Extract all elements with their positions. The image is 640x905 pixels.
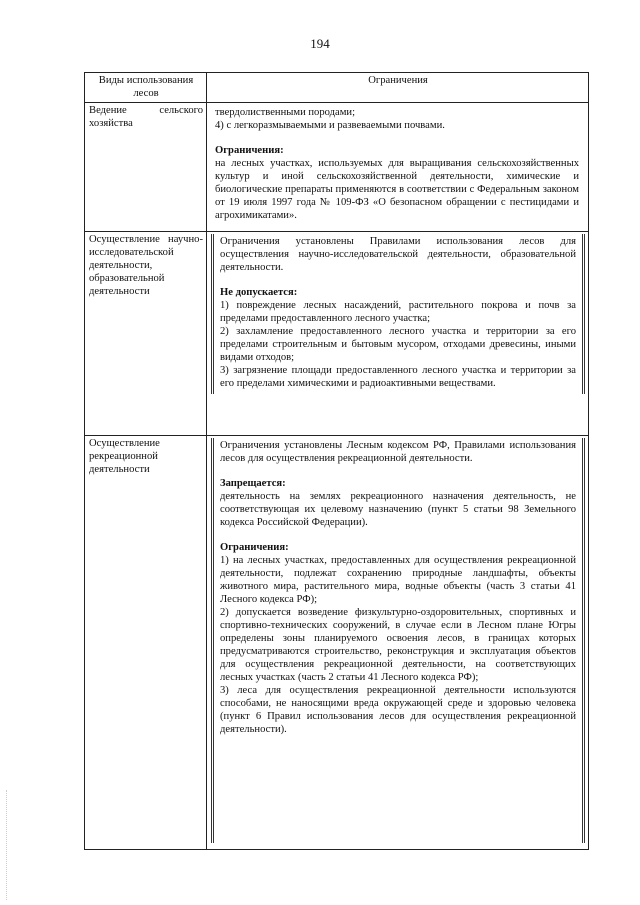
list-item: 3) загрязнение площади предоставленного лесного участка и территории за его пределами химическими и радиоактивными веществами.: [220, 365, 576, 389]
row-kind-label: Ведение сельского хозяйства: [89, 105, 203, 129]
section-title: Ограничения:: [220, 542, 289, 553]
section-title: Запрещается:: [220, 478, 286, 489]
header-forest-use-types: Виды использования лесов: [85, 73, 207, 103]
header-restrictions: Ограничения: [207, 73, 589, 103]
intro-text: Ограничения установлены Правилами использования лесов для осуществления научно-исследовательской деятельности, образовательной деятельности.: [220, 236, 576, 273]
table-row: [85, 436, 589, 850]
row-restrictions-cell: [207, 232, 589, 436]
row-kind-agriculture: [85, 103, 207, 232]
restrictions-table: [84, 72, 589, 850]
row-kind-research: [85, 232, 207, 436]
row-kind-label: Осуществление научно-исследовательской деятельности, образовательной деятельности: [89, 234, 203, 297]
section-title: Ограничения:: [215, 145, 284, 156]
row-kind-recreation: [85, 436, 207, 850]
list-item: 3) леса для осуществления рекреационной деятельности используются способами, не наносящими вреда окружающей среде и здоровью человека (пункт 6 Правил использования лесов для осуществления рекреационной деятельности).: [220, 685, 576, 735]
section-title: Не допускается:: [220, 287, 298, 298]
list-item: 2) захламление предоставленного лесного участка и территории за его пределами строительным и бытовым мусором, отходами древесины, иными видами отходов;: [220, 326, 576, 363]
intro-text: Ограничения установлены Лесным кодексом РФ, Правилами использования лесов для осуществления рекреационной деятельности.: [220, 440, 576, 464]
paragraph: 4) с легкоразмываемыми и развеваемыми почвами.: [215, 120, 445, 131]
page-number: 194: [310, 36, 330, 51]
paragraph: твердолиственными породами;: [215, 107, 356, 118]
row-restrictions-cell: [207, 103, 589, 232]
row-kind-label: Осуществление рекреационной деятельности: [89, 438, 160, 475]
table-header-row: [85, 73, 589, 103]
section-text: на лесных участках, используемых для выращивания сельскохозяйственных культур и иной сельскохозяйственной деятельности, химические и биологические препараты применяются в соответствии с Федеральным законом от 19 июля 1997 года № 109-ФЗ «О безопасном обращении с пестицидами и агрохимикатами».: [215, 158, 579, 221]
table-row: [85, 103, 589, 232]
scan-margin-marks: [6, 790, 9, 900]
list-item: 2) допускается возведение физкультурно-оздоровительных, спортивных и спортивно-технических сооружений, в случае если в Лесном плане Югры определены зоны планируемого освоения лесов, в границах которых предусматриваются строительство, реконструкция и эксплуатация объектов для осуществления рекреационной деятельности, на соответствующих лесных участках (часть 2 статьи 41 Лесного кодекса РФ);: [220, 607, 576, 683]
list-item: 1) на лесных участках, предоставленных для осуществления рекреационной деятельности, подлежат сохранению природные ландшафты, объекты животного мира, растительного мира, водные объекты (часть 3 статьи 41 Лесного кодекса РФ);: [220, 555, 576, 605]
section-text: деятельность на землях рекреационного назначения деятельность, не соответствующая их целевому назначению (пункт 5 статьи 98 Земельного кодекса Российской Федерации).: [220, 491, 576, 528]
row-restrictions-cell: [207, 436, 589, 850]
list-item: 1) повреждение лесных насаждений, растительного покрова и почв за пределами предоставленного лесного участка;: [220, 300, 576, 324]
table-row: [85, 232, 589, 436]
